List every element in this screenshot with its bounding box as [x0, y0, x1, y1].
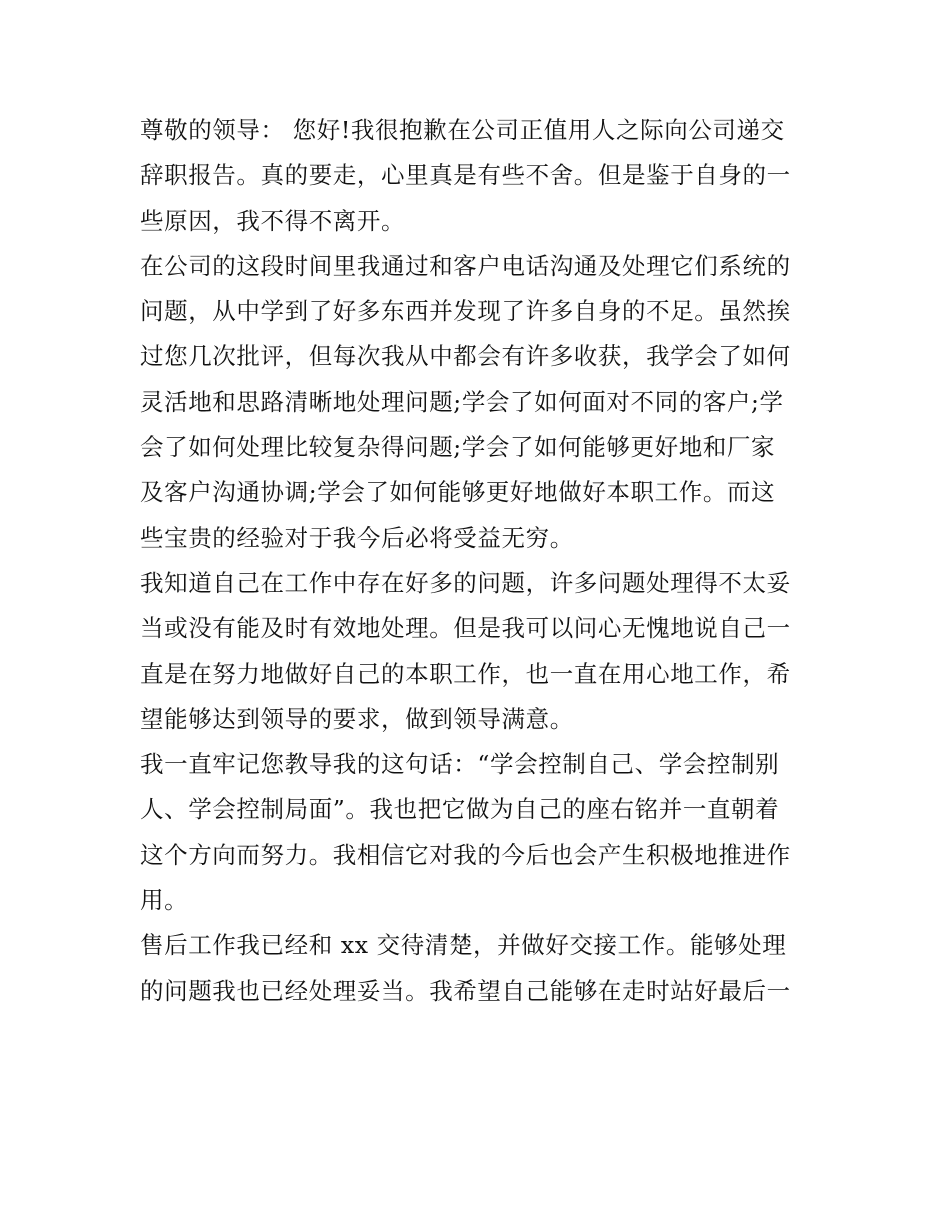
text-line: 人、学会控制局面”。我也把它做为自己的座右铭并一直朝着: [140, 795, 780, 824]
text-line: 辞职报告。真的要走，心里真是有些不舍。但是鉴于自身的一: [140, 161, 791, 190]
text-line: 售后工作我已经和 xx 交待清楚，并做好交接工作。能够处理: [140, 931, 787, 960]
text-line: 我知道自己在工作中存在好多的问题，许多问题处理得不太妥: [140, 568, 791, 597]
text-line: 望能够达到领导的要求，做到领导满意。: [140, 704, 574, 733]
text-line: 过您几次批评，但每次我从中都会有许多收获，我学会了如何: [140, 342, 791, 371]
resignation-letter-body: [140, 108, 820, 1014]
text-line: 这个方向而努力。我相信它对我的今后也会产生积极地推进作: [140, 840, 791, 869]
text-line: 及客户沟通协调;学会了如何能够更好地做好本职工作。而这: [140, 478, 776, 507]
text-line: 些原因，我不得不离开。: [140, 206, 406, 235]
text-line: 在公司的这段时间里我通过和客户电话沟通及处理它们系统的: [140, 251, 791, 280]
text-line: 用。: [140, 886, 189, 915]
text-line: 些宝贵的经验对于我今后必将受益无穷。: [140, 523, 574, 552]
text-line: 的问题我也已经处理妥当。我希望自己能够在走时站好最后一: [140, 976, 791, 1005]
text-line: 会了如何处理比较复杂得问题;学会了如何能够更好地和厂家: [140, 433, 776, 462]
text-line: 尊敬的领导： 您好!我很抱歉在公司正值用人之际向公司递交: [140, 116, 785, 144]
text-line: 我一直牢记您教导我的这句话：“学会控制自己、学会控制别: [140, 750, 780, 779]
text-line: 当或没有能及时有效地处理。但是我可以问心无愧地说自己一: [140, 614, 791, 643]
text-line: 直是在努力地做好自己的本职工作，也一直在用心地工作，希: [140, 659, 791, 688]
text-line: 问题，从中学到了好多东西并发现了许多自身的不足。虽然挨: [140, 297, 791, 326]
text-line: 灵活地和思路清晰地处理问题;学会了如何面对不同的客户;学: [140, 387, 784, 416]
